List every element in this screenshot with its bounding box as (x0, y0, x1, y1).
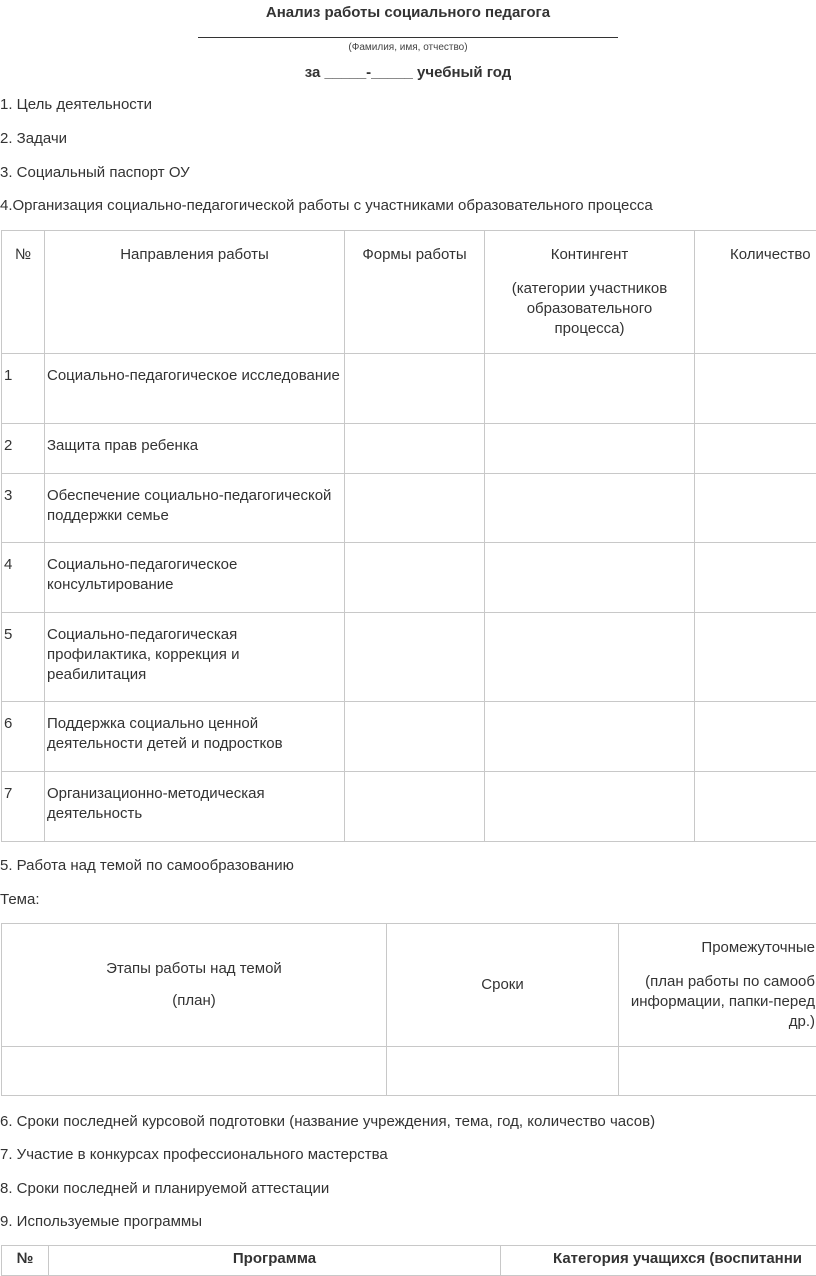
interim-note-2: информации, папки-перед (619, 992, 815, 1012)
row-forms-cell (345, 702, 485, 772)
name-caption: (Фамилия, имя, отчество) (0, 42, 816, 53)
row-contingent-cell (485, 543, 695, 613)
row-direction: Защита прав ребенка (45, 424, 345, 474)
document-title: Анализ работы социального педагога (0, 4, 816, 21)
header-num: № (2, 231, 45, 354)
contingent-note-3: процесса) (485, 319, 694, 339)
section-1-goal: 1. Цель деятельности (0, 96, 152, 113)
stages-label: Этапы работы над темой (2, 959, 386, 979)
row-quantity-cell (695, 702, 816, 772)
row-contingent-cell (485, 424, 695, 474)
section-3-passport: 3. Социальный паспорт ОУ (0, 164, 190, 181)
interim-note-1: (план работы по самооб (619, 972, 815, 992)
name-underline (198, 37, 618, 38)
row-num: 7 (2, 772, 45, 842)
section-9-programs: 9. Используемые программы (0, 1213, 202, 1230)
stages-header (2, 924, 387, 1047)
section-8-attestation: 8. Сроки последней и планируемой аттестации (0, 1180, 329, 1197)
section-7-contests: 7. Участие в конкурсах профессионального мастерства (0, 1146, 388, 1163)
programs-table (1, 1245, 816, 1276)
row-direction: Социально-педагогическая профилактика, коррекция и реабилитация (45, 613, 345, 702)
row-forms-cell (345, 354, 485, 424)
row-quantity-cell (695, 474, 816, 543)
contingent-label: Контингент (485, 245, 694, 265)
table-row (2, 772, 816, 842)
row-direction: Поддержка социально ценной деятельности детей и подростков (45, 702, 345, 772)
terms-cell (387, 1047, 619, 1096)
table-row (2, 543, 816, 613)
stages-cell (2, 1047, 387, 1096)
contingent-note-1: (категории участников (485, 279, 694, 299)
row-num: 3 (2, 474, 45, 543)
row-contingent-cell (485, 354, 695, 424)
row-forms-cell (345, 474, 485, 543)
self-education-table (1, 923, 816, 1096)
row-direction: Обеспечение социально-педагогической поддержки семье (45, 474, 345, 543)
table-row (2, 474, 816, 543)
header-quantity: Количество (695, 231, 816, 354)
row-direction: Социально-педагогическое исследование (45, 354, 345, 424)
row-contingent-cell (485, 613, 695, 702)
programs-header-program: Программа (49, 1246, 501, 1276)
section-4-organization: 4.Организация социально-педагогической работы с участниками образовательного процесса (0, 197, 653, 214)
work-organization-table (1, 230, 816, 842)
row-direction: Организационно-методическая деятельность (45, 772, 345, 842)
contingent-note-2: образовательного (485, 299, 694, 319)
row-quantity-cell (695, 772, 816, 842)
table-row (2, 424, 816, 474)
header-direction: Направления работы (45, 231, 345, 354)
row-quantity-cell (695, 424, 816, 474)
row-forms-cell (345, 424, 485, 474)
table-row (2, 613, 816, 702)
header-forms: Формы работы (345, 231, 485, 354)
row-forms-cell (345, 772, 485, 842)
theme-label: Тема: (0, 891, 40, 908)
row-forms-cell (345, 613, 485, 702)
terms-header: Сроки (387, 924, 619, 1047)
row-num: 2 (2, 424, 45, 474)
row-num: 1 (2, 354, 45, 424)
row-num: 6 (2, 702, 45, 772)
row-contingent-cell (485, 702, 695, 772)
row-direction: Социально-педагогическое консультирование (45, 543, 345, 613)
stages-note: (план) (2, 991, 386, 1011)
interim-label: Промежуточные (619, 938, 815, 958)
section-2-tasks: 2. Задачи (0, 130, 67, 147)
academic-year-line: за _____-_____ учебный год (0, 64, 816, 81)
table-row (2, 1047, 816, 1096)
table-row (2, 702, 816, 772)
row-quantity-cell (695, 613, 816, 702)
programs-header-num: № (2, 1246, 49, 1276)
interim-header (619, 924, 816, 1047)
row-contingent-cell (485, 474, 695, 543)
interim-cell (619, 1047, 816, 1096)
interim-note-3: др.) (619, 1012, 815, 1032)
header-contingent (485, 231, 695, 354)
row-quantity-cell (695, 543, 816, 613)
row-contingent-cell (485, 772, 695, 842)
section-6-courses: 6. Сроки последней курсовой подготовки (название учреждения, тема, год, количество часов) (0, 1113, 655, 1130)
section-5-self-education: 5. Работа над темой по самообразованию (0, 857, 294, 874)
row-num: 4 (2, 543, 45, 613)
row-forms-cell (345, 543, 485, 613)
row-quantity-cell (695, 354, 816, 424)
programs-header-category: Категория учащихся (воспитанни (501, 1246, 816, 1276)
table-row (2, 354, 816, 424)
row-num: 5 (2, 613, 45, 702)
